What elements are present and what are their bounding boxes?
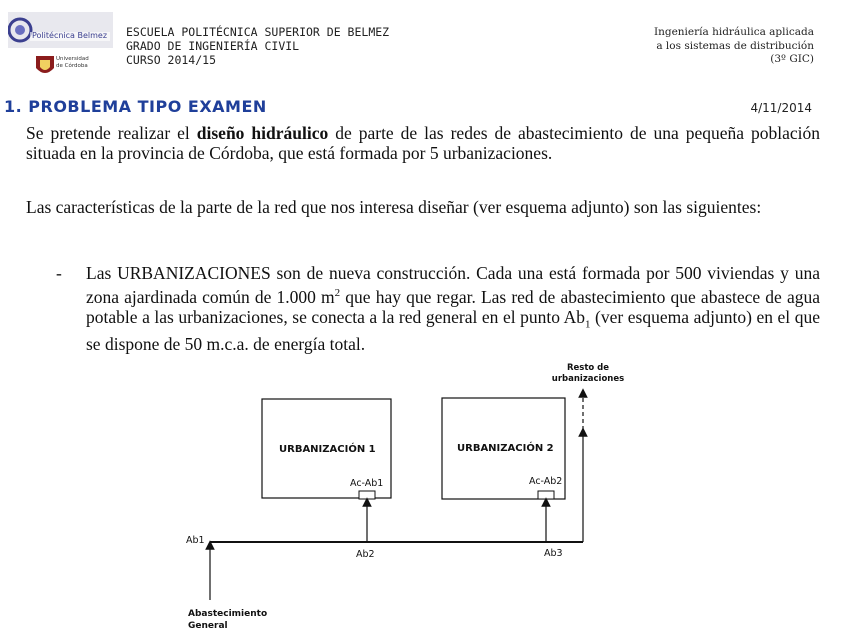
abastecimiento-general-label bbox=[188, 608, 267, 632]
paragraph-intro-text-a: Se pretende realizar el bbox=[26, 123, 197, 143]
abast-line-2: General bbox=[188, 621, 228, 631]
section-date: 4/11/2014 bbox=[750, 101, 812, 115]
node-ab1-label: Ab1 bbox=[186, 535, 205, 546]
bullet-text-a: Las URBANIZACIONES son de nueva construcción. Cada una está formada por 500 viviendas y una zona ajardinada común de 1.000 m bbox=[86, 263, 820, 307]
bullet-subscript: 1 bbox=[585, 318, 591, 331]
paragraph-intro-bold: diseño hidráulico bbox=[196, 123, 329, 143]
resto-line-1: Resto de bbox=[566, 363, 610, 373]
bullet-marker: - bbox=[56, 263, 62, 283]
subject-line-3: (3º GIC) bbox=[770, 53, 814, 65]
connection-2-label: Ac-Ab2 bbox=[529, 476, 563, 487]
paragraph-intro-text-b: de parte de las redes de abastecimiento de una pequeña población situada en la provincia de Córdoba, que está formada por 5 urbanizaciones. bbox=[26, 123, 820, 163]
urbanizacion-2-label: URBANIZACIÓN 2 bbox=[457, 443, 554, 454]
degree-name: GRADO DE INGENIERÍA CIVIL bbox=[126, 39, 300, 53]
subject-line-2: a los sistemas de distribución bbox=[656, 39, 814, 52]
node-ab2-label: Ab2 bbox=[356, 549, 375, 560]
university-logo-text: Universidad de Córdoba bbox=[56, 56, 89, 69]
resto-urbanizaciones-label bbox=[548, 363, 628, 385]
connection-1-box bbox=[359, 491, 375, 499]
school-name: ESCUELA POLITÉCNICA SUPERIOR DE BELMEZ bbox=[126, 25, 390, 39]
school-logo-text: Politécnica Belmez bbox=[32, 31, 108, 40]
abast-line-1: Abastecimiento bbox=[188, 609, 268, 619]
paragraph-characteristics: Las características de la parte de la red que nos interesa diseñar (ver esquema adjunto) son las siguientes: bbox=[26, 197, 762, 217]
subject-line-1: Ingeniería hidráulica aplicada bbox=[653, 26, 814, 38]
connection-1-label: Ac-Ab1 bbox=[350, 478, 384, 489]
bullet-text-c: (ver esquema adjunto) en el que se dispone de 50 m.c.a. de energía total. bbox=[86, 306, 820, 355]
bullet-text-b: que hay que regar. Las red de abastecimiento que abastece de agua potable a las urbanizaciones, se conecta a la red general en el punto Ab bbox=[86, 286, 820, 327]
resto-line-2: urbanizaciones bbox=[551, 374, 625, 384]
section-title: 1. PROBLEMA TIPO EXAMEN bbox=[4, 97, 267, 116]
node-ab3-label: Ab3 bbox=[544, 548, 563, 559]
bullet-superscript: 2 bbox=[334, 287, 341, 299]
connection-2-box bbox=[538, 491, 554, 499]
course-year: CURSO 2014/15 bbox=[126, 53, 217, 67]
urbanizacion-1-label: URBANIZACIÓN 1 bbox=[279, 444, 376, 455]
